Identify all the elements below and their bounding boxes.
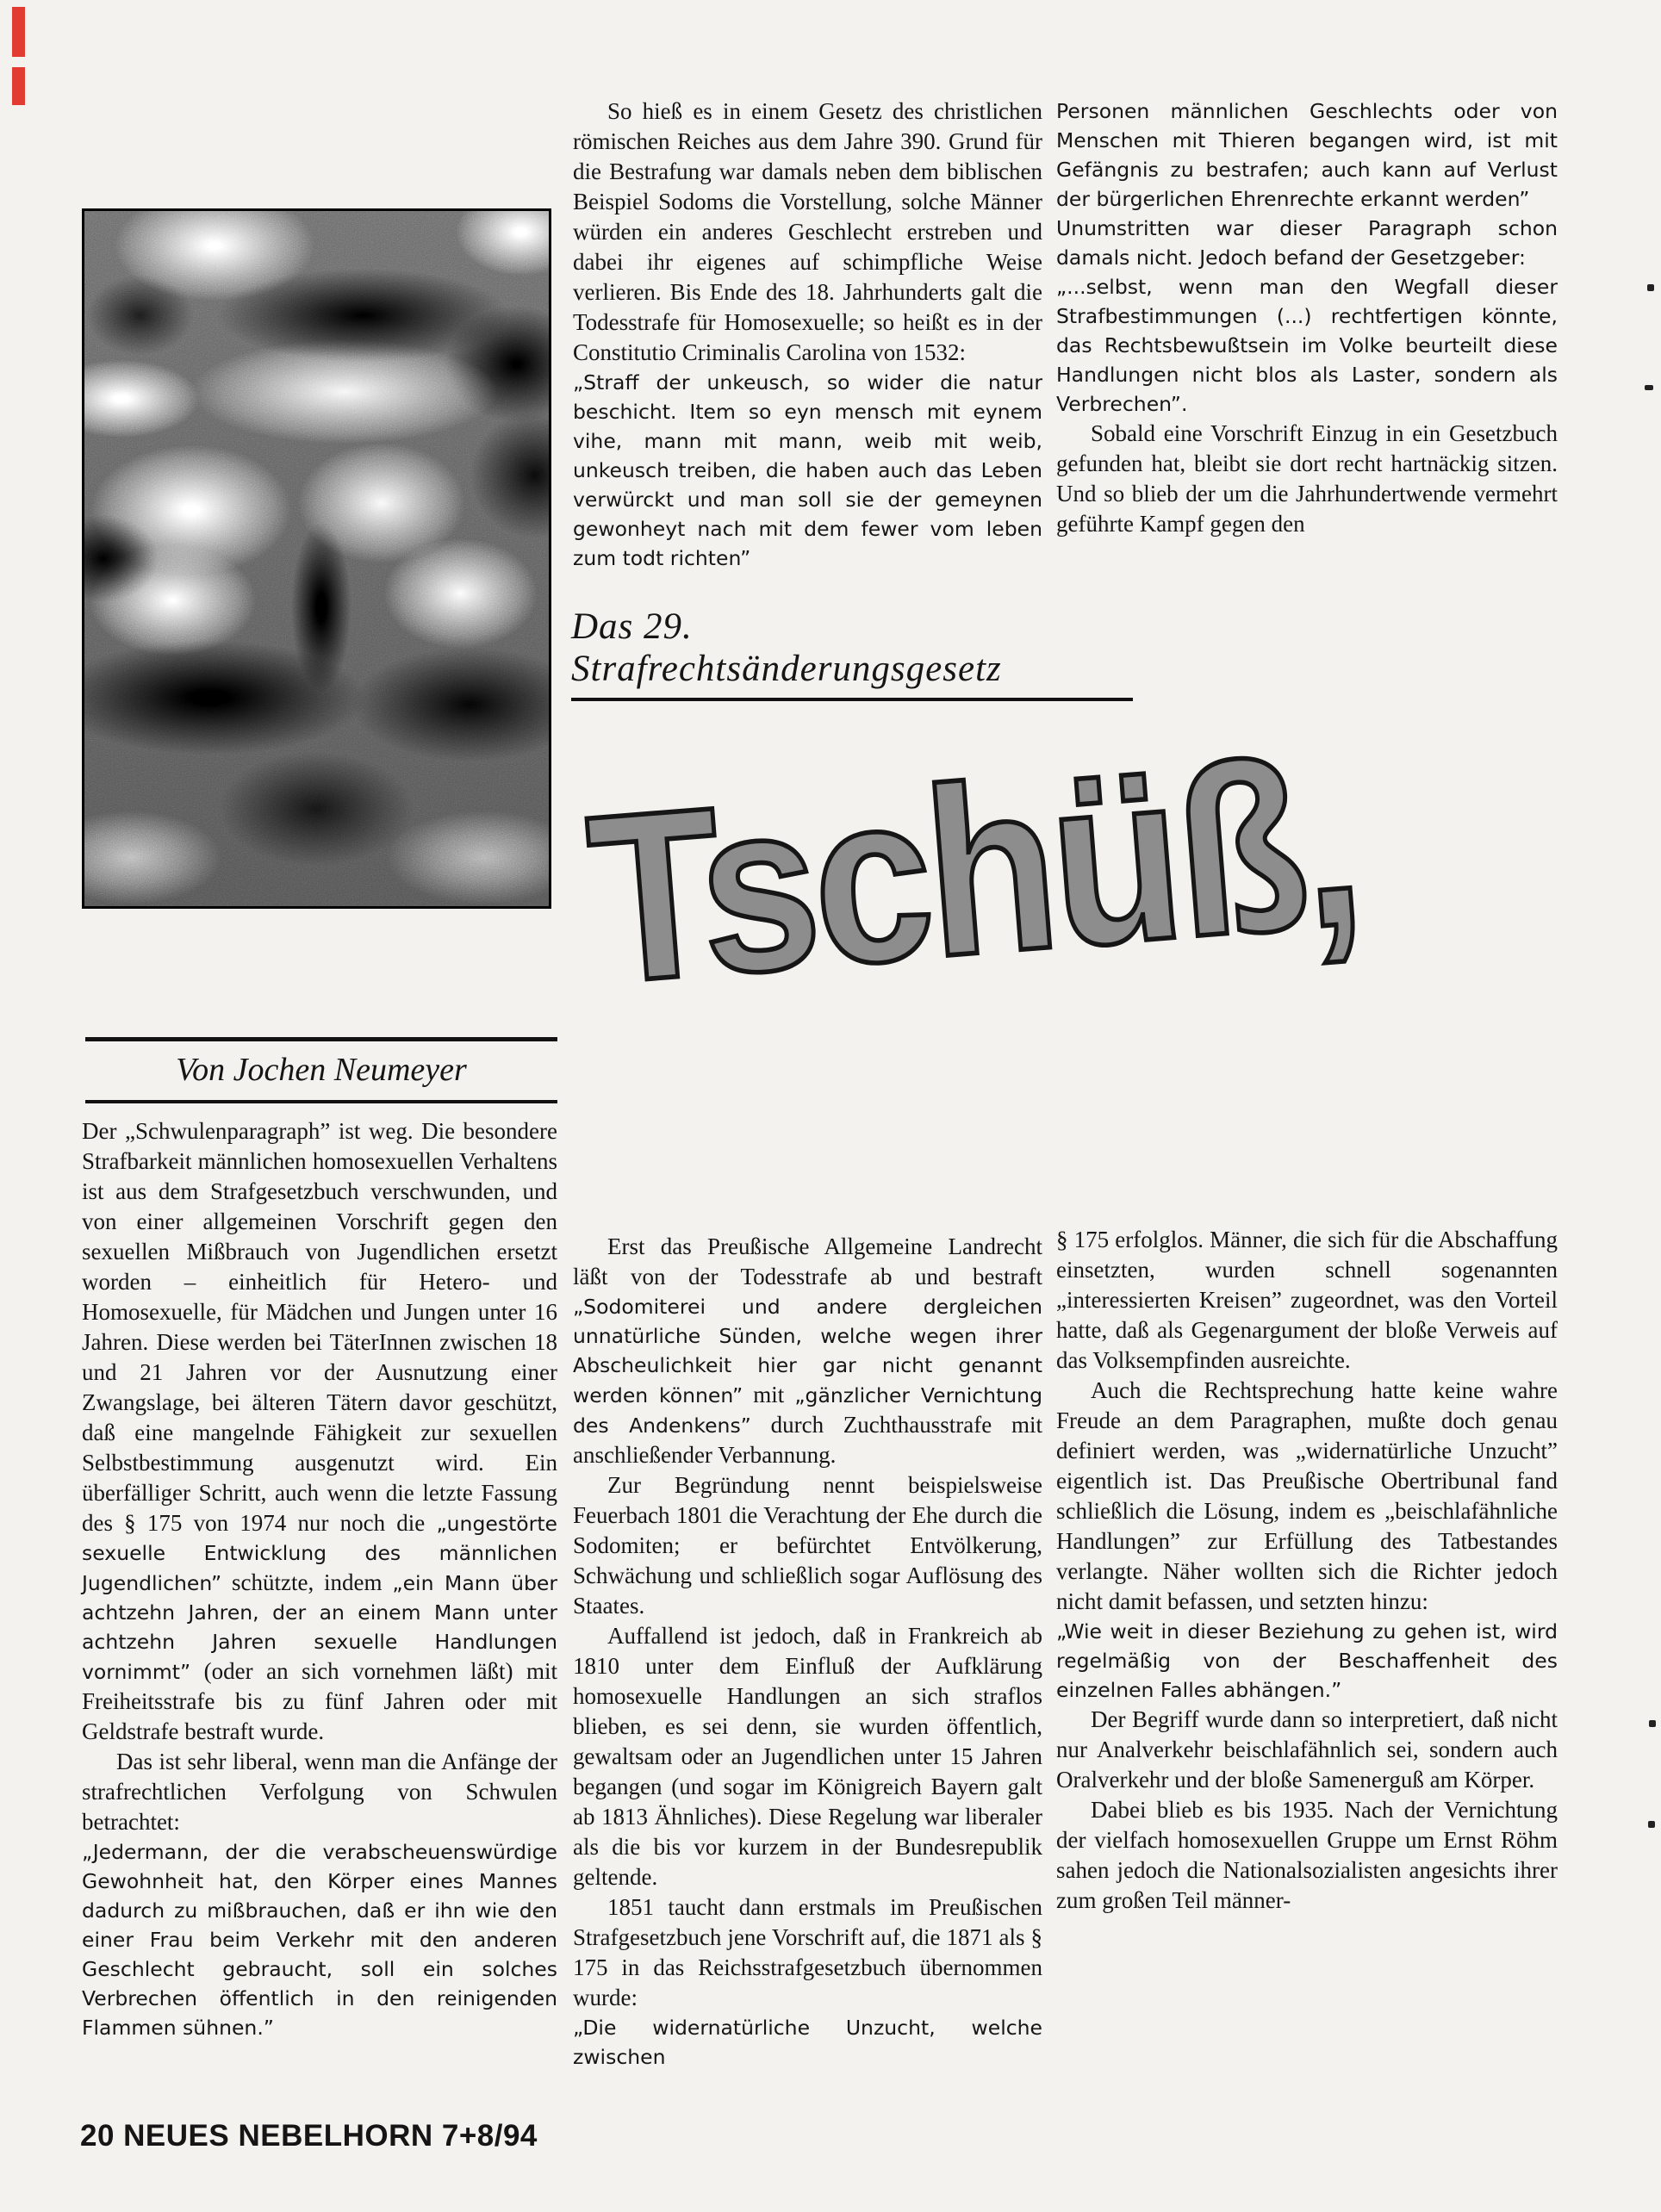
body-text: Dabei blieb es bis 1935. Nach der Vernichtung der vielfach homosexuellen Gruppe um Ernst Röhm sahen jedoch die Nationalsozialisten angesichts ihrer zum großen Teil männer- bbox=[1056, 1797, 1558, 1913]
scan-speck bbox=[1649, 1720, 1656, 1727]
quoted-text: „Jedermann, der die verabscheuenswürdige Gewohnheit hat, den Körper eines Mannes dadurch zu mißbrauchen, daß er ihn wie den einer Frau beim Verkehr mit den anderen Geschlecht gebraucht, soll ein solches Verbrechen öffentlich in den reinigenden Flammen sühnen.” bbox=[82, 1840, 557, 2040]
quoted-text: „gänzlicher Vernichtung des Andenkens” bbox=[573, 1383, 1042, 1438]
body-text: So hieß es in einem Gesetz des christlichen römischen Reiches aus dem Jahre 390. Grund für die Bestrafung war damals neben dem biblischen Beispiel Sodoms die Vorstellung, solche Männer würden ein anderes Geschlecht erstreben und dabei ihr eigenes auf schimpfliche Weise verlieren. Bis Ende des 18. Jahrhunderts galt die Todesstrafe für Homosexuelle; so heißt es in der Constitutio Criminalis Carolina von 1532: bbox=[573, 98, 1042, 365]
quoted-text: „ein Mann über achtzehn Jahren, der an einem Mann unter achtzehn Jahren sexuelle Handlungen vornimmt” bbox=[82, 1571, 558, 1684]
body-text: schützte, indem bbox=[221, 1569, 393, 1595]
column-bottom-middle bbox=[573, 1233, 1042, 2073]
paragraph bbox=[82, 1839, 557, 2044]
halftone-body-photo bbox=[82, 208, 551, 909]
paragraph bbox=[1056, 274, 1558, 420]
body-text: Der „Schwulenparagraph” ist weg. Die besondere Strafbarkeit männlichen homosexuellen Verhaltens ist aus dem Strafgesetzbuch verschwunden, und von einer allgemeinen Vorschrift gegen den sexuellen Mißbrauch von Jugendlichen ersetzt worden – einheitlich für Hetero- und Homosexuelle, für Mädchen und Jungen unter 16 Jahren. Diese werden bei TäterInnen zwischen 18 und 21 Jahren vor der Ausnutzung einer Zwangslage, bei älteren Tätern davor geschützt, daß eine mangelnde Fähigkeit zur sexuellen Selbstbestimmung ausgenutzt wird. Ein überfälliger Schritt, auch wenn die letzte Fassung des § 175 von 1974 nur noch die bbox=[82, 1118, 557, 1536]
paragraph bbox=[1056, 1706, 1558, 1797]
column-bottom-left bbox=[82, 1118, 557, 2044]
paragraph bbox=[1056, 420, 1558, 541]
photo-grain-texture bbox=[84, 211, 549, 906]
quoted-text: „Straff der unkeusch, so wider die natur beschicht. Item so eyn mensch mit eynem vihe, mann mit mann, weib mit weib, unkeusch treiben, die haben auch das Leben verwürckt und man soll sie der gemeynen gewonheyt nach mit dem fewer vom leben zum todt richten” bbox=[573, 370, 1042, 570]
red-registration-mark bbox=[12, 67, 25, 105]
body-text: mit bbox=[743, 1382, 795, 1407]
paragraph bbox=[1056, 1619, 1558, 1706]
paragraph bbox=[573, 98, 1042, 370]
paragraph bbox=[1056, 215, 1558, 274]
column-top-middle bbox=[573, 98, 1042, 575]
quoted-text: „Wie weit in dieser Beziehung zu gehen ist, wird regelmäßig von der Beschaffenheit des einzelnen Falles abhängen.” bbox=[1056, 1619, 1558, 1702]
paragraph bbox=[573, 370, 1042, 575]
column-bottom-right bbox=[1056, 1227, 1558, 1917]
scan-speck bbox=[1648, 1821, 1655, 1828]
paragraph bbox=[573, 1623, 1042, 1894]
display-title bbox=[580, 705, 1562, 1064]
body-text: Das ist sehr liberal, wenn man die Anfänge der strafrechtlichen Verfolgung von Schwulen betrachtet: bbox=[82, 1749, 557, 1835]
quoted-text: Unumstritten war dieser Paragraph schon damals nicht. Jedoch befand der Gesetzgeber: bbox=[1056, 216, 1558, 270]
page-footer: 20 NEUES NEBELHORN 7+8/94 bbox=[80, 2119, 538, 2153]
body-text: 1851 taucht dann erstmals im Preußischen Strafgesetzbuch jene Vorschrift auf, die 1871 als § 175 in das Reichsstrafgesetzbuch übernommen wurde: bbox=[573, 1894, 1042, 2010]
byline: Von Jochen Neumeyer bbox=[85, 1037, 557, 1103]
paragraph bbox=[1056, 1377, 1558, 1619]
paragraph bbox=[573, 1472, 1042, 1623]
body-text: Erst das Preußische Allgemeine Landrecht läßt von der Todesstrafe ab und bestraft bbox=[573, 1233, 1042, 1289]
red-registration-mark bbox=[12, 7, 25, 57]
quoted-text: „Sodomiterei und andere dergleichen unnatürliche Sünden, welche wegen ihrer Abscheulichkeit hier gar nicht genannt werden können” bbox=[573, 1295, 1042, 1407]
display-title-text: Tschüß, bbox=[580, 705, 1366, 1035]
section-headline: Das 29. Strafrechtsänderungsgesetz bbox=[571, 606, 1133, 701]
body-text: Auffallend ist jedoch, daß in Frankreich ab 1810 unter dem Einfluß der Aufklärung homosexuelle Handlungen an sich straflos blieben, es sei denn, sie wurden öffentlich, gewaltsam oder an Jugendlichen unter 15 Jahren begangen (und sogar im Königreich Bayern galt ab 1813 Ähnliches). Diese Regelung war liberaler als die bis vor kurzem in der Bundesrepublik geltende. bbox=[573, 1623, 1042, 1890]
paragraph bbox=[1056, 98, 1558, 215]
paragraph bbox=[82, 1749, 557, 1839]
paragraph bbox=[82, 1118, 557, 1749]
paragraph bbox=[1056, 1227, 1558, 1377]
scan-speck bbox=[1645, 385, 1653, 390]
scan-speck bbox=[1647, 284, 1654, 291]
paragraph bbox=[573, 1233, 1042, 1472]
body-text: § 175 erfolglos. Männer, die sich für die Abschaffung einsetzten, wurden schnell sogenannten „interessierten Kreisen” zugeordnet, was den Vorteil hatte, daß als Gegenargument der bloße Verweis auf das Volksempfinden ausreichte. bbox=[1056, 1227, 1558, 1373]
body-text: Der Begriff wurde dann so interpretiert, daß nicht nur Analverkehr beischlafähnlich sei, sondern auch Oralverkehr und der bloße Samenerguß am Körper. bbox=[1056, 1706, 1558, 1793]
body-text: Sobald eine Vorschrift Einzug in ein Gesetzbuch gefunden hat, bleibt sie dort recht hartnäckig sitzen. Und so blieb der um die Jahrhundertwende vermehrt geführte Kampf gegen den bbox=[1056, 420, 1558, 537]
quoted-text: „Die widernatürliche Unzucht, welche zwischen bbox=[573, 2016, 1042, 2069]
quoted-text: „...selbst, wenn man den Wegfall dieser Strafbestimmungen (...) rechtfertigen könnte, das Rechtsbewußtsein im Volke beurteilt diese Handlungen nicht blos als Laster, sondern als Verbrechen”. bbox=[1056, 275, 1558, 416]
body-text: durch Zuchthausstrafe mit anschließender Verbannung. bbox=[573, 1412, 1042, 1468]
column-top-right bbox=[1056, 98, 1558, 541]
quoted-text: Personen männlichen Geschlechts oder von Menschen mit Thieren begangen wird, ist mit Gefängnis zu bestrafen; auch kann auf Verlust der bürgerlichen Ehrenrechte erkannt werden” bbox=[1056, 99, 1558, 211]
body-text: Auch die Rechtsprechung hatte keine wahre Freude an dem Paragraphen, mußte doch genau definiert werden, was „widernatürliche Unzucht” eigentlich ist. Das Preußische Obertribunal fand schließlich die Lösung, indem es „beischlafähnliche Handlungen” zur Erfüllung des Tatbestandes verlangte. Näher wollten sich die Richter jedoch nicht damit befassen, und setzten hinzu: bbox=[1056, 1377, 1558, 1614]
body-text: Zur Begründung nennt beispielsweise Feuerbach 1801 die Verachtung der Ehe durch die Sodomiten; er befürchtet Entvölkerung, Schwächung und schließlich sogar Auflösung des Staates. bbox=[573, 1472, 1042, 1619]
body-text: (oder an sich vornehmen läßt) mit Freiheitsstrafe bis zu fünf Jahren oder mit Geldstrafe bestraft wurde. bbox=[82, 1658, 557, 1744]
paragraph bbox=[573, 2015, 1042, 2073]
quoted-text: „ungestörte sexuelle Entwicklung des männlichen Jugendlichen” bbox=[82, 1512, 557, 1595]
paragraph bbox=[1056, 1797, 1558, 1917]
paragraph bbox=[573, 1894, 1042, 2015]
